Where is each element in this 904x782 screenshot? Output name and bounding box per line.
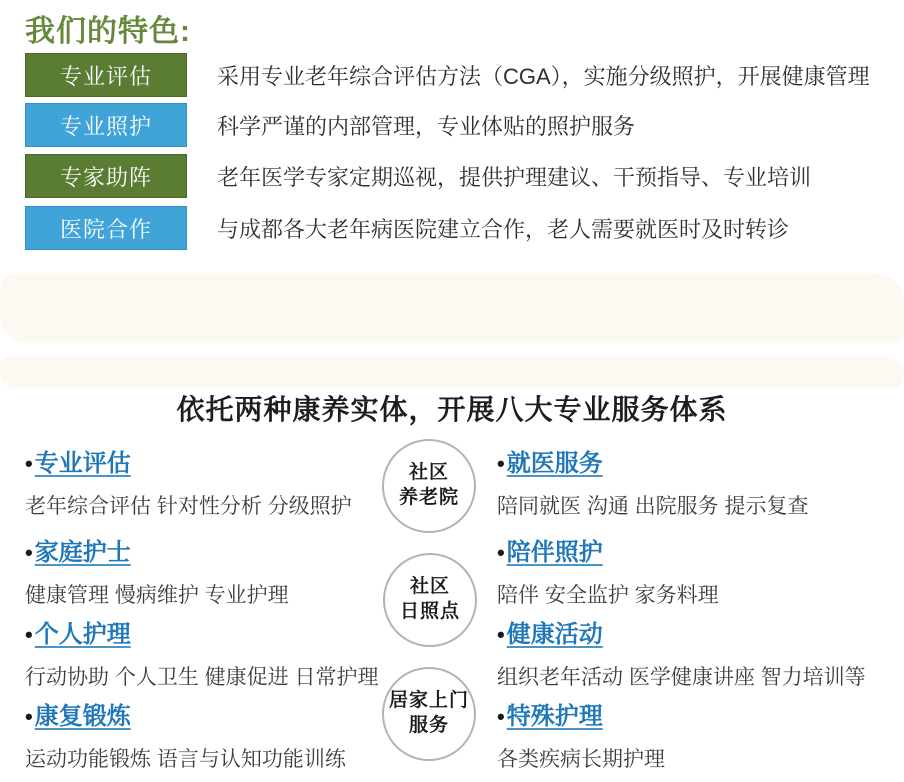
service-description: 陪伴 安全监护 家务料理 <box>497 584 719 607</box>
service-link-family-nurse[interactable]: 家庭护士 <box>34 539 131 566</box>
entity-circle-community-nursing-home <box>382 439 476 533</box>
feature-row-expert-support <box>25 154 885 198</box>
service-description: 陪同就医 沟通 出院服务 提示复查 <box>497 495 809 518</box>
services-section-title: 依托两种康养实体，开展八大专业服务体系 <box>176 394 728 425</box>
service-link-rehab-exercise[interactable]: 康复锻炼 <box>34 703 131 730</box>
service-link-companion-care[interactable]: 陪伴照护 <box>506 539 603 566</box>
bullet-icon: • <box>25 622 33 647</box>
service-description: 行动协助 个人卫生 健康促进 日常护理 <box>25 666 379 689</box>
entity-label-line: 社区 <box>408 462 449 484</box>
service-item-companion-care <box>497 532 897 609</box>
entity-label-line: 养老院 <box>398 487 459 508</box>
service-link-personal-care[interactable]: 个人护理 <box>34 621 131 648</box>
service-link-medical-visit[interactable]: 就医服务 <box>506 450 603 477</box>
bullet-icon: • <box>497 704 505 729</box>
service-description: 老年综合评估 针对性分析 分级照护 <box>25 495 352 518</box>
entity-label-line: 日照点 <box>399 601 460 622</box>
service-item-health-activities <box>497 614 897 691</box>
feature-description: 采用专业老年综合评估方法（CGA），实施分级照护，开展健康管理 <box>217 63 870 89</box>
entity-label-line: 居家上门 <box>388 690 469 712</box>
entity-label-line: 社区 <box>409 576 450 598</box>
bullet-icon: • <box>497 622 505 647</box>
service-description: 组织老年活动 医学健康讲座 智力培训等 <box>497 666 866 689</box>
service-title <box>25 532 425 567</box>
service-description: 各类疾病长期护理 <box>497 748 665 771</box>
service-link-health-activities[interactable]: 健康活动 <box>506 621 603 648</box>
service-item-family-nurse <box>25 532 425 609</box>
features-heading: 我们的特色: <box>25 15 191 48</box>
background-cream-band-bottom <box>0 356 904 388</box>
service-title <box>25 696 425 731</box>
service-title <box>497 614 897 649</box>
feature-row-professional-care <box>25 103 885 147</box>
bullet-icon: • <box>25 451 33 476</box>
feature-tag-professional-assessment: 专业评估 <box>25 53 187 97</box>
service-link-special-nursing[interactable]: 特殊护理 <box>506 703 603 730</box>
bullet-icon: • <box>497 451 505 476</box>
feature-description: 老年医学专家定期巡视，提供护理建议、干预指导、专业培训 <box>217 164 812 190</box>
entity-label-line: 服务 <box>408 715 449 736</box>
service-item-medical-visit <box>497 443 897 520</box>
feature-row-hospital-cooperation <box>25 206 885 250</box>
service-item-rehab-exercise <box>25 696 425 773</box>
entity-circle-community-daycare <box>383 553 477 647</box>
background-cream-band-top <box>0 273 904 343</box>
service-title <box>25 443 425 478</box>
service-link-professional-assessment[interactable]: 专业评估 <box>34 450 131 477</box>
feature-row-professional-assessment <box>25 53 885 97</box>
service-description: 健康管理 慢病维护 专业护理 <box>25 584 289 607</box>
service-title <box>25 614 425 649</box>
feature-tag-hospital-cooperation: 医院合作 <box>25 206 187 250</box>
service-item-personal-care <box>25 614 425 691</box>
feature-description: 与成都各大老年病医院建立合作，老人需要就医时及时转诊 <box>217 216 790 242</box>
bullet-icon: • <box>25 540 33 565</box>
feature-tag-professional-care: 专业照护 <box>25 103 187 147</box>
service-title <box>497 696 897 731</box>
service-item-special-nursing <box>497 696 897 773</box>
service-description: 运动功能锻炼 语言与认知功能训练 <box>25 748 346 771</box>
service-item-professional-assessment <box>25 443 425 520</box>
feature-tag-expert-support: 专家助阵 <box>25 154 187 198</box>
entity-circle-home-visit-service <box>382 667 476 761</box>
service-title <box>497 532 897 567</box>
feature-description: 科学严谨的内部管理，专业体贴的照护服务 <box>217 113 636 139</box>
service-title <box>497 443 897 478</box>
bullet-icon: • <box>497 540 505 565</box>
bullet-icon: • <box>25 704 33 729</box>
